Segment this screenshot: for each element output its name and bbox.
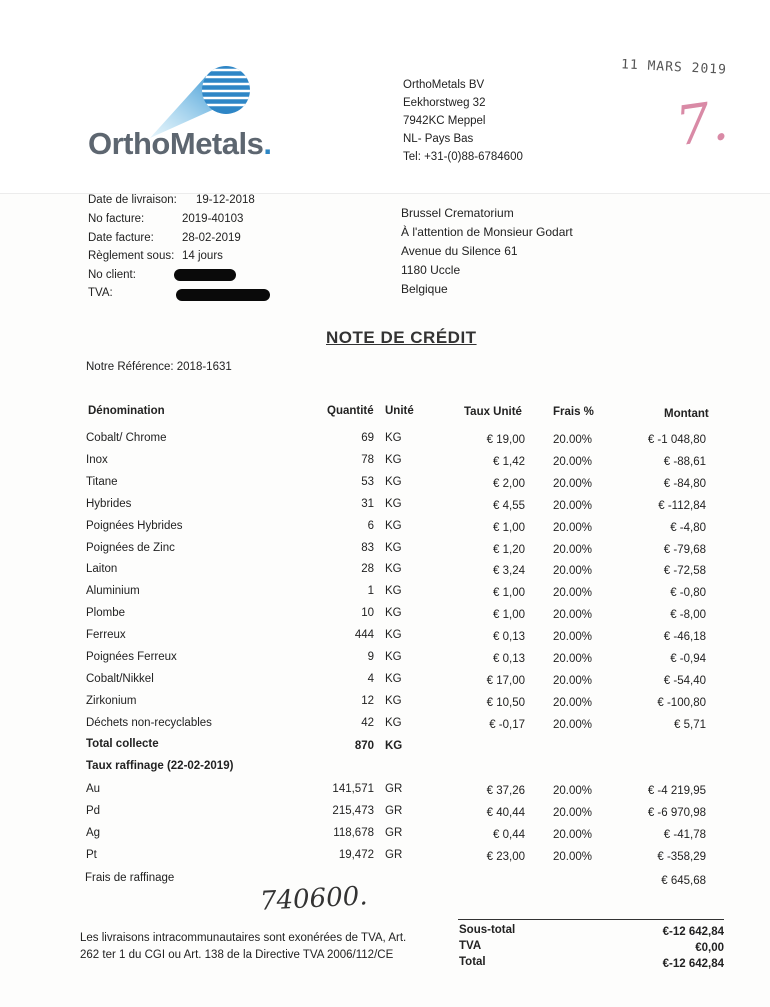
row-unit: KG xyxy=(385,716,402,729)
row-name: Déchets non-recyclables xyxy=(86,716,212,729)
refining-fees-amount: € 645,68 xyxy=(661,875,706,887)
row-unit-rate: € 40,44 xyxy=(486,807,525,819)
row-quantity: 83 xyxy=(361,541,374,554)
row-quantity: 19,472 xyxy=(338,849,374,861)
total-collect-label: Total collecte xyxy=(86,738,159,750)
recipient-country: Belgique xyxy=(401,282,448,296)
row-amount: € -0,94 xyxy=(670,653,706,665)
invoice-number-label: No facture: xyxy=(88,213,145,225)
recipient-name: Brussel Crematorium xyxy=(401,206,514,220)
row-unit-rate: € 10,50 xyxy=(486,696,525,709)
row-fees: 20.00% xyxy=(553,696,593,709)
row-unit: GR xyxy=(385,805,403,817)
header-quantity: Quantité xyxy=(327,405,374,417)
client-number-label: No client: xyxy=(88,269,136,281)
row-unit: KG xyxy=(385,519,402,532)
row-unit-rate: € 3,24 xyxy=(493,565,525,578)
row-unit: KG xyxy=(385,432,402,444)
invoice-date-label: Date facture: xyxy=(88,232,154,244)
vat-note-line-1: Les livraisons intracommunautaires sont exonérées de TVA, Art. xyxy=(80,932,407,944)
row-unit: GR xyxy=(385,783,403,795)
row-name: Poignées Hybrides xyxy=(86,519,183,532)
row-name: Plombe xyxy=(86,607,125,620)
row-fees: 20.00% xyxy=(553,565,593,578)
invoice-date-value: 28-02-2019 xyxy=(182,232,241,244)
row-unit-rate: € -0,17 xyxy=(489,718,525,731)
sender-country: NL- Pays Bas xyxy=(403,133,474,145)
vat-exemption-note xyxy=(80,930,406,964)
sender-street: Eekhorstweg 32 xyxy=(403,97,486,109)
company-logo xyxy=(88,126,271,162)
header-fees: Frais % xyxy=(553,406,594,418)
row-quantity: 53 xyxy=(361,475,374,488)
vat-note-line-2: 262 ter 1 du CGI ou Art. 138 de la Directive TVA 2006/112/CE xyxy=(80,949,394,961)
row-fees: 20.00% xyxy=(553,674,593,687)
row-name: Poignées de Zinc xyxy=(86,541,175,554)
row-quantity: 28 xyxy=(361,563,374,576)
row-amount: € -54,40 xyxy=(663,674,706,687)
sender-phone: Tel: +31-(0)88-6784600 xyxy=(403,151,523,163)
row-amount: € -41,78 xyxy=(663,829,706,841)
row-unit-rate: € 1,00 xyxy=(493,587,525,600)
row-name: Titane xyxy=(86,475,118,488)
row-unit-rate: € 1,42 xyxy=(493,455,525,468)
row-fees: 20.00% xyxy=(553,653,593,665)
summary-divider xyxy=(458,919,724,920)
recipient-attention: À l'attention de Monsieur Godart xyxy=(401,225,573,239)
payment-terms-label: Règlement sous: xyxy=(88,250,175,262)
row-fees: 20.00% xyxy=(553,543,593,556)
reference-number: Notre Référence: 2018-1631 xyxy=(86,361,232,373)
row-unit-rate: € 23,00 xyxy=(486,851,525,863)
row-unit: KG xyxy=(385,607,402,620)
vat-redaction xyxy=(176,289,270,301)
row-quantity: 1 xyxy=(367,585,374,598)
total-collect-qty: 870 xyxy=(354,740,374,752)
row-quantity: 12 xyxy=(361,694,374,707)
row-fees: 20.00% xyxy=(553,521,593,534)
row-name: Poignées Ferreux xyxy=(86,651,177,663)
recipient-street: Avenue du Silence 61 xyxy=(401,244,518,258)
row-amount: € -112,84 xyxy=(658,499,706,512)
vat-total-value: €0,00 xyxy=(695,942,724,954)
row-amount: € -0,80 xyxy=(670,587,706,600)
row-amount: € -100,80 xyxy=(657,696,706,709)
grand-total-label: Total xyxy=(459,956,486,968)
row-quantity: 118,678 xyxy=(333,827,374,839)
row-fees: 20.00% xyxy=(553,609,593,622)
row-amount: € -46,18 xyxy=(663,631,706,644)
row-quantity: 69 xyxy=(361,432,374,444)
row-amount: € -72,58 xyxy=(663,565,706,578)
row-name: Aluminium xyxy=(86,585,140,598)
handwritten-number: 740600. xyxy=(259,881,369,917)
row-unit: GR xyxy=(385,849,403,861)
document-title: NOTE DE CRÉDIT xyxy=(326,328,477,347)
row-quantity: 215,473 xyxy=(332,805,374,817)
vat-label: TVA: xyxy=(88,287,113,299)
row-name: Cobalt/Nikkel xyxy=(86,672,154,685)
row-unit-rate: € 17,00 xyxy=(486,674,525,687)
row-quantity: 4 xyxy=(367,672,374,685)
row-quantity: 10 xyxy=(361,607,374,620)
logo-wordmark: OrthoMetals xyxy=(88,126,264,161)
header-denomination: Dénomination xyxy=(88,405,165,417)
row-amount: € -88,61 xyxy=(663,455,706,468)
payment-terms-value: 14 jours xyxy=(182,250,223,262)
row-quantity: 31 xyxy=(361,497,374,510)
row-amount: € -358,29 xyxy=(657,851,706,863)
row-fees: 20.00% xyxy=(553,785,593,797)
header-unit: Unité xyxy=(385,405,414,417)
row-unit: KG xyxy=(385,563,402,576)
row-fees: 20.00% xyxy=(553,499,593,512)
handwritten-mark: 7. xyxy=(671,88,732,159)
row-unit-rate: € 0,13 xyxy=(493,631,525,644)
row-unit-rate: € 1,00 xyxy=(493,521,525,534)
row-name: Pt xyxy=(86,849,97,861)
row-quantity: 42 xyxy=(361,716,374,729)
row-fees: 20.00% xyxy=(553,829,593,841)
row-quantity: 6 xyxy=(367,519,374,532)
delivery-date-label: Date de livraison: xyxy=(88,194,177,206)
row-amount: € -8,00 xyxy=(670,609,706,622)
row-unit: KG xyxy=(385,453,402,466)
row-unit: GR xyxy=(385,827,403,839)
sender-postal-city: 7942KC Meppel xyxy=(403,115,486,127)
row-amount: € -1 048,80 xyxy=(647,434,706,446)
row-unit: KG xyxy=(385,585,402,598)
row-amount: € -79,68 xyxy=(663,543,706,556)
header-amount: Montant xyxy=(664,408,709,420)
row-fees: 20.00% xyxy=(553,631,593,644)
row-unit-rate: € 4,55 xyxy=(493,499,525,512)
row-unit: KG xyxy=(385,475,402,488)
refining-title: Taux raffinage (22-02-2019) xyxy=(86,760,234,772)
row-unit: KG xyxy=(385,541,402,554)
row-amount: € -4,80 xyxy=(670,521,706,534)
row-quantity: 78 xyxy=(361,453,374,466)
row-unit: KG xyxy=(385,694,402,707)
row-quantity: 444 xyxy=(354,629,374,642)
row-name: Hybrides xyxy=(86,497,132,510)
row-amount: € -4 219,95 xyxy=(647,785,706,797)
sender-name: OrthoMetals BV xyxy=(403,79,485,91)
row-name: Ag xyxy=(86,827,101,839)
delivery-date-value: 19-12-2018 xyxy=(196,194,255,206)
row-amount: € 5,71 xyxy=(674,718,706,731)
header-unit-rate: Taux Unité xyxy=(464,406,522,418)
row-unit: KG xyxy=(385,629,402,642)
row-fees: 20.00% xyxy=(553,807,593,819)
row-amount: € -6 970,98 xyxy=(647,807,706,819)
subtotal-label: Sous-total xyxy=(459,924,516,936)
refining-fees-label: Frais de raffinage xyxy=(85,872,175,884)
row-quantity: 141,571 xyxy=(332,783,374,795)
row-name: Laiton xyxy=(86,563,118,576)
row-amount: € -84,80 xyxy=(663,477,706,490)
row-fees: 20.00% xyxy=(553,718,593,731)
row-unit-rate: € 2,00 xyxy=(493,477,525,490)
row-unit-rate: € 19,00 xyxy=(486,434,525,446)
logo-dot: . xyxy=(263,126,272,161)
invoice-number-value: 2019-40103 xyxy=(182,213,244,225)
row-unit-rate: € 37,26 xyxy=(486,785,525,797)
row-quantity: 9 xyxy=(367,651,374,663)
sender-address xyxy=(403,76,523,166)
row-unit-rate: € 0,13 xyxy=(493,653,525,665)
row-name: Cobalt/ Chrome xyxy=(86,432,167,444)
row-name: Ferreux xyxy=(86,629,126,642)
vat-total-label: TVA xyxy=(459,940,482,952)
row-name: Zirkonium xyxy=(86,694,137,707)
row-fees: 20.00% xyxy=(553,477,593,490)
recipient-city: 1180 Uccle xyxy=(401,263,461,277)
row-unit: KG xyxy=(385,672,402,685)
grand-total-value: €-12 642,84 xyxy=(662,958,724,970)
subtotal-value: €-12 642,84 xyxy=(662,926,724,938)
row-fees: 20.00% xyxy=(553,455,593,468)
total-collect-unit: KG xyxy=(385,740,403,752)
row-fees: 20.00% xyxy=(553,851,593,863)
recipient-address xyxy=(401,204,573,299)
client-number-redaction xyxy=(174,269,236,281)
row-fees: 20.00% xyxy=(553,587,593,600)
row-name: Au xyxy=(86,783,101,795)
row-unit: KG xyxy=(385,497,402,510)
invoice-info xyxy=(88,194,368,304)
row-unit-rate: € 1,00 xyxy=(493,609,525,622)
row-name: Inox xyxy=(86,453,108,466)
row-name: Pd xyxy=(86,805,101,817)
received-date-stamp: 11 MARS 2019 xyxy=(620,57,728,78)
row-unit: KG xyxy=(385,651,402,663)
header-band xyxy=(0,0,770,193)
row-fees: 20.00% xyxy=(553,434,593,446)
row-unit-rate: € 0,44 xyxy=(493,829,525,841)
row-unit-rate: € 1,20 xyxy=(493,543,525,556)
